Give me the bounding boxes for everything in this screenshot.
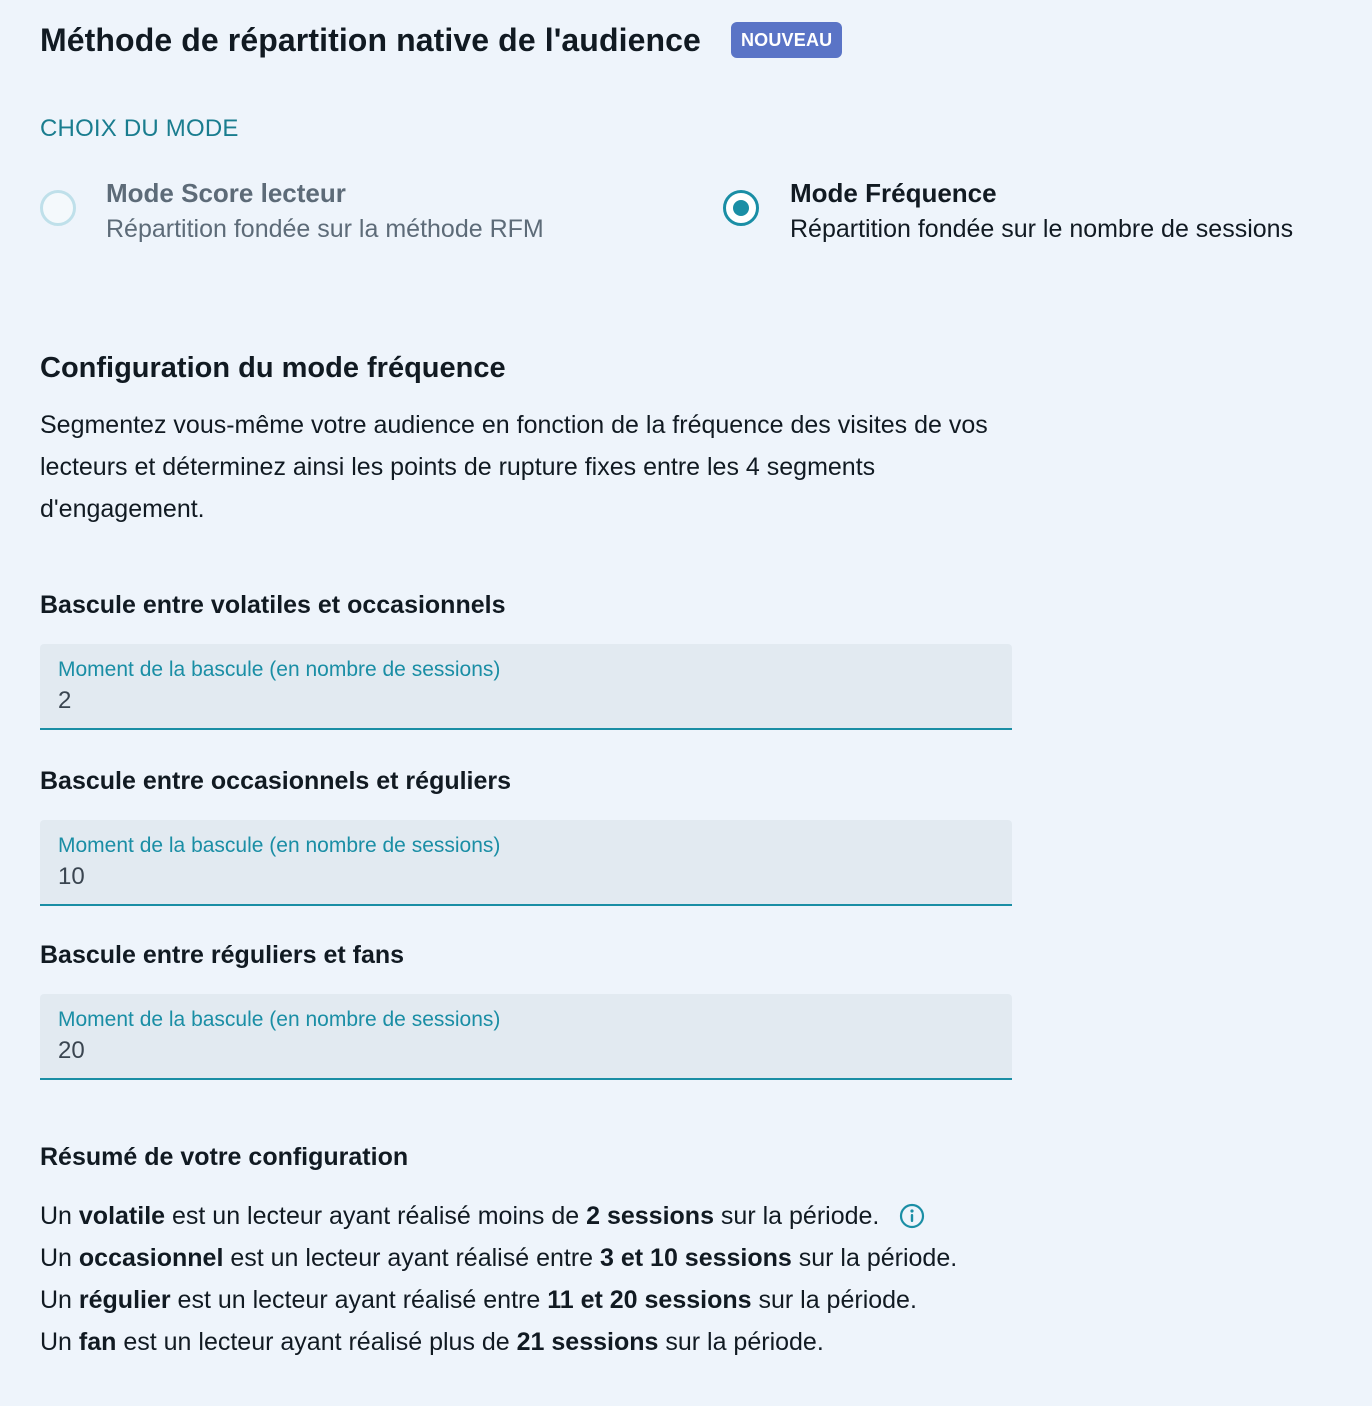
mode-score-lecteur-title: Mode Score lecteur (106, 178, 346, 208)
field-heading-reguliers-fans: Bascule entre réguliers et fans (40, 941, 405, 969)
page-header (40, 16, 842, 64)
summary-range: 2 sessions (586, 1202, 714, 1230)
summary-range: 11 et 20 sessions (547, 1286, 752, 1314)
summary-text: sur la période. (751, 1286, 917, 1314)
threshold-input-occasionnels-reguliers[interactable] (58, 860, 994, 894)
mode-choice-label: CHOIX DU MODE (40, 115, 239, 142)
summary-text: est un lecteur ayant réalisé plus de (116, 1328, 517, 1356)
new-badge: NOUVEAU (731, 22, 842, 58)
mode-frequence-option[interactable] (723, 176, 1293, 248)
info-circle-icon[interactable] (899, 1203, 925, 1229)
config-description: Segmentez vous-même votre audience en fonction de la fréquence des visites de vos lecteurs et déterminez ainsi les points de rupture fixes entre les 4 segments d'engagement. (40, 411, 988, 523)
summary-text: sur la période. (713, 1202, 880, 1230)
config-title: Configuration du mode fréquence (40, 352, 506, 384)
summary-text: Un (40, 1286, 79, 1314)
field-label: Moment de la bascule (en nombre de sessions) (58, 1008, 501, 1031)
threshold-input-reguliers-fans[interactable] (58, 1034, 994, 1068)
summary-text: est un lecteur ayant réalisé entre (170, 1286, 548, 1314)
summary-line-fan (40, 1324, 824, 1360)
summary-segment: volatile (78, 1202, 166, 1230)
summary-segment: fan (78, 1328, 117, 1356)
mode-score-lecteur-description: Répartition fondée sur la méthode RFM (106, 215, 544, 243)
summary-text: sur la période. (658, 1328, 824, 1356)
radio-unchecked-icon[interactable] (40, 190, 76, 226)
summary-line-occasionnel (40, 1240, 957, 1276)
mode-score-lecteur-option[interactable] (40, 176, 544, 248)
mode-frequence-title: Mode Fréquence (790, 178, 997, 208)
field-label: Moment de la bascule (en nombre de sessions) (58, 834, 501, 857)
summary-segment: occasionnel (78, 1244, 224, 1272)
summary-text: Un (40, 1202, 79, 1230)
summary-range: 3 et 10 sessions (600, 1244, 792, 1272)
summary-line-regulier (40, 1282, 917, 1318)
field-heading-occasionnels-reguliers: Bascule entre occasionnels et réguliers (40, 767, 512, 795)
threshold-field-volatiles-occasionnels[interactable] (40, 644, 1012, 730)
summary-text: est un lecteur ayant réalisé entre (223, 1244, 601, 1272)
page-title: Méthode de répartition native de l'audience (40, 22, 701, 58)
summary-segment: régulier (78, 1286, 171, 1314)
radio-checked-icon[interactable] (723, 190, 759, 226)
summary-text: Un (40, 1328, 79, 1356)
summary-range: 21 sessions (516, 1328, 659, 1356)
field-label: Moment de la bascule (en nombre de sessions) (58, 658, 501, 681)
mode-frequence-description: Répartition fondée sur le nombre de sessions (790, 215, 1294, 243)
threshold-field-reguliers-fans[interactable] (40, 994, 1012, 1080)
summary-text: est un lecteur ayant réalisé moins de (165, 1202, 587, 1230)
threshold-input-volatiles-occasionnels[interactable] (58, 684, 994, 718)
summary-title: Résumé de votre configuration (40, 1143, 409, 1171)
summary-text: sur la période. (791, 1244, 958, 1272)
field-heading-volatiles-occasionnels: Bascule entre volatiles et occasionnels (40, 591, 506, 619)
threshold-field-occasionnels-reguliers[interactable] (40, 820, 1012, 906)
summary-line-volatile (40, 1198, 925, 1234)
summary-text: Un (40, 1244, 79, 1272)
